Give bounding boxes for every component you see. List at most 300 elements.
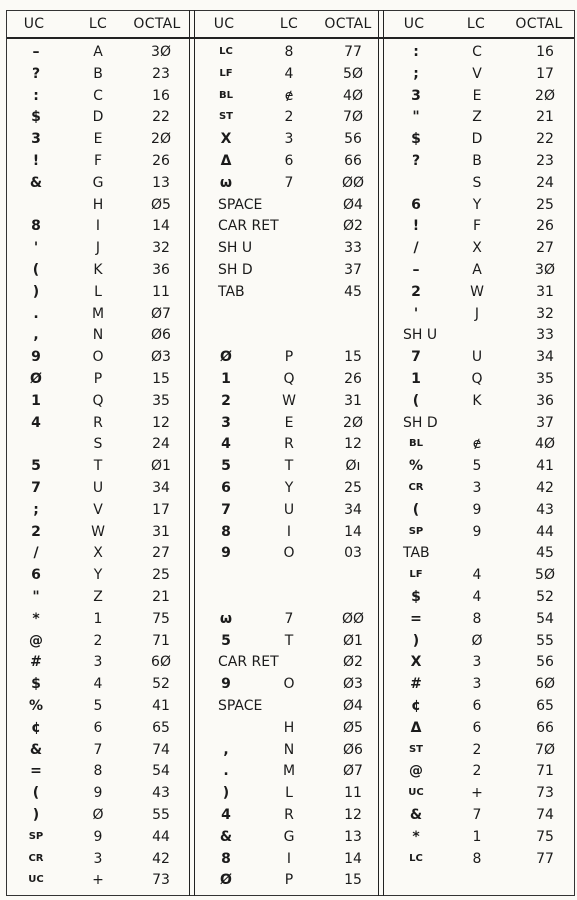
lc-cell: 8 [93, 763, 103, 780]
uc-cell: # [410, 676, 422, 693]
octal-cell: 4Ø [535, 436, 555, 453]
octal-cell: 14 [344, 850, 362, 867]
lc-cell: I [286, 523, 292, 540]
octal-cell: 6Ø [535, 676, 555, 693]
lc-cell: + [92, 872, 104, 889]
uc-cell: : [413, 44, 419, 60]
lc-cell: P [284, 349, 294, 366]
octal-cell: Ø3 [343, 676, 363, 693]
lc-cell: B [93, 65, 103, 82]
octal-cell: ØØ [341, 174, 365, 191]
lc-cell: I [95, 218, 101, 235]
uc-cell: ST [218, 111, 234, 123]
header-lc: LC [88, 16, 108, 32]
octal-cell: 13 [344, 828, 362, 845]
lc-cell: Z [472, 109, 482, 126]
lc-cell: 2 [472, 763, 482, 780]
octal-cell: 7Ø [535, 741, 555, 758]
octal-cell: 45 [344, 283, 362, 300]
lc-cell: R [284, 807, 294, 823]
uc-cell: X [410, 654, 422, 671]
lc-cell: 5 [93, 698, 103, 714]
uc-cell: / [33, 545, 39, 562]
header-octal: OCTAL [133, 16, 181, 32]
octal-cell: 26 [536, 218, 554, 235]
uc-cell: & [409, 807, 423, 823]
lc-cell: Ø [92, 807, 104, 823]
uc-cell: @ [409, 763, 423, 780]
lc-cell: B [472, 153, 482, 169]
lc-cell: O [283, 676, 295, 693]
uc-cell: SPACE [218, 698, 263, 714]
uc-cell: % [28, 698, 44, 714]
lc-cell: T [93, 458, 103, 475]
column-divider-2 [378, 10, 379, 896]
uc-cell: CR [28, 852, 44, 864]
lc-cell: L [94, 283, 102, 300]
uc-cell: 1 [31, 392, 41, 409]
lc-cell [271, 237, 307, 259]
octal-cell: 74 [536, 807, 554, 823]
uc-cell: SPACE [218, 196, 263, 213]
table-bottom-rule [6, 895, 575, 896]
octal-cell: 55 [536, 632, 554, 649]
uc-cell: 2 [411, 283, 421, 300]
uc-cell: * [32, 610, 40, 627]
octal-cell: 16 [536, 44, 554, 60]
lc-cell: 3 [93, 850, 103, 867]
uc-cell: ! [412, 218, 420, 235]
uc-cell: ' [413, 305, 419, 322]
uc-cell: 8 [31, 218, 41, 235]
octal-cell: 32 [536, 305, 554, 322]
uc-cell [18, 433, 54, 455]
lc-cell: 2 [93, 632, 103, 649]
lc-cell: 7 [284, 610, 294, 627]
uc-cell: 3 [411, 87, 421, 104]
octal-cell: 41 [152, 698, 170, 714]
header-lc: LC [466, 16, 486, 32]
octal-cell: 42 [536, 480, 554, 496]
octal-cell: 21 [152, 589, 170, 605]
table-right-rule [574, 10, 575, 896]
lc-cell: W [282, 392, 296, 409]
uc-cell: X [220, 131, 232, 148]
lc-cell: Q [283, 371, 295, 387]
uc-cell: UC [28, 874, 44, 886]
octal-cell: 35 [152, 392, 170, 409]
lc-cell: 4 [284, 65, 294, 82]
lc-cell: 8 [472, 610, 482, 627]
octal-cell: 27 [536, 240, 554, 257]
lc-cell: Z [93, 589, 103, 605]
uc-cell: ? [411, 153, 421, 169]
octal-cell: Ø1 [343, 632, 363, 649]
octal-cell: 5Ø [535, 567, 555, 584]
octal-cell: 14 [152, 218, 170, 235]
uc-cell: 9 [221, 676, 231, 693]
uc-cell: 6 [411, 196, 421, 213]
uc-cell: ) [222, 785, 230, 802]
uc-cell: 5 [221, 632, 231, 649]
octal-cell: 2Ø [343, 414, 363, 431]
lc-cell: A [472, 262, 482, 278]
lc-cell [459, 542, 495, 564]
octal-cell: 16 [152, 87, 170, 104]
octal-cell: 31 [152, 523, 170, 540]
lc-cell: G [92, 174, 104, 191]
lc-cell: 7 [284, 174, 294, 191]
octal-cell: 31 [344, 392, 362, 409]
lc-cell: E [472, 87, 482, 104]
uc-cell: * [412, 828, 420, 845]
octal-cell: 32 [152, 240, 170, 257]
lc-cell: N [283, 741, 295, 758]
lc-cell: 6 [472, 719, 482, 736]
lc-cell: Q [471, 371, 483, 387]
octal-cell: 23 [536, 153, 554, 169]
octal-cell: 7Ø [343, 109, 363, 126]
octal-cell: 31 [536, 283, 554, 300]
lc-cell: Y [284, 480, 294, 496]
uc-cell: " [412, 109, 420, 126]
uc-cell: . [33, 305, 39, 322]
uc-cell: 8 [221, 850, 231, 867]
lc-cell: T [284, 632, 294, 649]
lc-cell: 9 [472, 523, 482, 540]
uc-cell: Ø [30, 371, 42, 387]
lc-cell: 7 [472, 807, 482, 823]
uc-cell: SH D [403, 414, 438, 431]
lc-cell: K [472, 392, 482, 409]
octal-cell: 21 [536, 109, 554, 126]
octal-cell: Ø5 [151, 196, 171, 213]
lc-cell: K [93, 262, 103, 278]
uc-cell: 3 [31, 131, 41, 148]
lc-cell [271, 651, 307, 673]
octal-cell: Ø4 [343, 196, 363, 213]
lc-cell: M [282, 763, 296, 780]
octal-cell: 15 [344, 872, 362, 889]
lc-cell: N [92, 327, 104, 344]
uc-cell: / [413, 240, 419, 257]
octal-cell: 12 [152, 414, 170, 431]
lc-cell: Ø [471, 632, 483, 649]
lc-cell [271, 215, 307, 237]
octal-cell: 15 [152, 371, 170, 387]
octal-cell: 12 [344, 436, 362, 453]
octal-cell: 74 [152, 741, 170, 758]
octal-cell: 75 [152, 610, 170, 627]
lc-cell: 8 [472, 850, 482, 867]
octal-cell: 66 [536, 719, 554, 736]
header-octal: OCTAL [324, 16, 372, 32]
uc-cell: SP [408, 525, 424, 537]
octal-cell: 36 [536, 392, 554, 409]
uc-cell: ( [412, 501, 420, 518]
octal-cell: 65 [536, 698, 554, 714]
lc-cell [271, 281, 307, 303]
octal-cell: 25 [152, 567, 170, 584]
octal-cell: 73 [152, 872, 170, 889]
octal-cell: 03 [344, 545, 362, 562]
lc-cell: 4 [93, 676, 103, 693]
uc-cell: 4 [31, 414, 41, 431]
octal-cell: Ø4 [343, 698, 363, 714]
lc-cell: F [93, 153, 103, 169]
lc-cell: 3 [472, 480, 482, 496]
uc-cell: ; [33, 501, 39, 518]
uc-cell: ( [412, 392, 420, 409]
uc-cell: 4 [221, 807, 231, 823]
octal-cell: 26 [344, 371, 362, 387]
uc-cell: ST [408, 743, 424, 755]
octal-cell: 65 [152, 719, 170, 736]
octal-cell: 56 [536, 654, 554, 671]
uc-cell: TAB [218, 283, 245, 300]
lc-cell: O [92, 349, 104, 366]
octal-cell: 71 [152, 632, 170, 649]
uc-cell: TAB [403, 545, 430, 562]
uc-cell: UC [408, 787, 424, 799]
uc-cell: – [32, 44, 40, 60]
octal-cell: 45 [536, 545, 554, 562]
uc-cell: ) [32, 283, 40, 300]
uc-cell: 8 [221, 523, 231, 540]
octal-cell: 44 [152, 828, 170, 845]
lc-cell: X [472, 240, 482, 257]
uc-cell [208, 717, 244, 739]
lc-cell: V [472, 65, 482, 82]
octal-cell: 27 [152, 545, 170, 562]
octal-cell: Ø2 [343, 218, 363, 235]
octal-cell: 56 [344, 131, 362, 148]
header-rule [6, 37, 575, 39]
octal-cell: 2Ø [535, 87, 555, 104]
lc-cell [271, 194, 307, 216]
lc-cell: 4 [472, 567, 482, 584]
uc-cell: SP [28, 830, 44, 842]
lc-cell: S [472, 174, 482, 191]
uc-cell: & [29, 741, 43, 758]
lc-cell [271, 695, 307, 717]
uc-cell: 7 [31, 480, 41, 496]
octal-cell: 26 [152, 153, 170, 169]
octal-cell: ØØ [341, 610, 365, 627]
lc-cell: ɇ [284, 87, 294, 104]
uc-cell: 1 [411, 371, 421, 387]
uc-cell: 2 [221, 392, 231, 409]
octal-cell: 66 [344, 153, 362, 169]
lc-cell: R [93, 414, 103, 431]
octal-cell: 37 [536, 414, 554, 431]
lc-cell: D [92, 109, 104, 126]
uc-cell: ω [219, 610, 233, 627]
lc-cell: 5 [472, 458, 482, 475]
lc-cell: E [93, 131, 103, 148]
octal-cell: 73 [536, 785, 554, 802]
uc-cell: Δ [220, 153, 232, 169]
header-octal: OCTAL [515, 16, 563, 32]
lc-cell: Y [93, 567, 103, 584]
octal-cell: 4Ø [343, 87, 363, 104]
lc-cell: 6 [284, 153, 294, 169]
uc-cell: BL [219, 89, 233, 101]
octal-cell: 17 [152, 501, 170, 518]
uc-cell: SH U [218, 240, 253, 257]
uc-cell: ! [32, 153, 40, 169]
octal-cell: 22 [536, 131, 554, 148]
lc-cell: L [285, 785, 293, 802]
uc-cell: ? [31, 65, 41, 82]
octal-cell: 11 [152, 283, 170, 300]
lc-cell: Q [92, 392, 104, 409]
lc-cell: E [284, 414, 294, 431]
lc-cell: 1 [93, 610, 103, 627]
uc-cell: ) [412, 632, 420, 649]
uc-cell: # [30, 654, 42, 671]
octal-cell: 36 [152, 262, 170, 278]
octal-cell: Ø1 [151, 458, 171, 475]
octal-cell: 35 [536, 371, 554, 387]
lc-cell: W [470, 283, 484, 300]
uc-cell: Δ [410, 719, 422, 736]
lc-cell: C [472, 44, 482, 60]
lc-cell [459, 324, 495, 346]
uc-cell: – [412, 262, 420, 278]
uc-cell: 5 [221, 458, 231, 475]
uc-cell: 5 [31, 458, 41, 475]
uc-cell: , [33, 327, 39, 344]
lc-cell: 4 [472, 589, 482, 605]
lc-cell: G [283, 828, 295, 845]
uc-cell: $ [31, 109, 41, 126]
uc-cell: ) [32, 807, 40, 823]
lc-cell: F [472, 218, 482, 235]
octal-cell: 77 [344, 44, 362, 60]
lc-cell: C [93, 87, 103, 104]
octal-cell: 55 [152, 807, 170, 823]
uc-cell: & [29, 174, 43, 191]
lc-cell: 9 [93, 828, 103, 845]
lc-cell: 6 [472, 698, 482, 714]
octal-cell: 52 [152, 676, 170, 693]
uc-cell: 4 [221, 436, 231, 453]
uc-cell: . [223, 763, 229, 780]
lc-cell: R [284, 436, 294, 453]
lc-cell: D [471, 131, 483, 148]
uc-cell: ¢ [411, 698, 421, 714]
octal-cell: 12 [344, 807, 362, 823]
header-uc: UC [213, 16, 235, 32]
lc-cell: O [283, 545, 295, 562]
column-divider-1 [189, 10, 190, 896]
lc-cell [271, 259, 307, 281]
uc-cell: CAR RET [218, 654, 279, 671]
table-left-rule [6, 10, 7, 896]
octal-cell: 13 [152, 174, 170, 191]
uc-cell: % [408, 458, 424, 475]
uc-cell: @ [29, 632, 43, 649]
octal-cell: Øı [345, 458, 361, 475]
uc-cell: $ [411, 131, 421, 148]
uc-cell: Ø [220, 349, 232, 366]
lc-cell: V [93, 501, 103, 518]
octal-cell: 25 [536, 196, 554, 213]
octal-cell: 42 [152, 850, 170, 867]
uc-cell: 2 [31, 523, 41, 540]
lc-cell: + [471, 785, 483, 802]
lc-cell: 9 [472, 501, 482, 518]
uc-cell: ω [219, 174, 233, 191]
lc-cell: 3 [93, 654, 103, 671]
lc-cell: 6 [93, 719, 103, 736]
lc-cell: ɇ [472, 436, 482, 453]
uc-cell: 9 [31, 349, 41, 366]
octal-cell: Ø7 [151, 305, 171, 322]
octal-cell: 25 [344, 480, 362, 496]
octal-cell: 34 [344, 501, 362, 518]
octal-cell: 34 [536, 349, 554, 366]
lc-cell: U [283, 501, 295, 518]
octal-cell: 2Ø [151, 131, 171, 148]
uc-cell: : [33, 87, 39, 104]
uc-cell: ( [32, 262, 40, 278]
uc-cell: , [223, 741, 229, 758]
octal-cell: 17 [536, 65, 554, 82]
uc-cell: LC [219, 46, 233, 57]
uc-cell: Ø [220, 872, 232, 889]
lc-cell: 2 [472, 741, 482, 758]
octal-cell: 43 [536, 501, 554, 518]
lc-cell: 9 [93, 785, 103, 802]
uc-cell: ( [32, 785, 40, 802]
octal-cell: 6Ø [151, 654, 171, 671]
lc-cell [459, 412, 495, 434]
octal-cell: Ø6 [151, 327, 171, 344]
uc-cell: 7 [411, 349, 421, 366]
lc-cell: H [92, 196, 104, 213]
uc-cell: BL [409, 438, 423, 450]
uc-cell: 7 [221, 501, 231, 518]
lc-cell: U [92, 480, 104, 496]
table-top-rule [6, 10, 575, 11]
octal-cell: Ø7 [343, 763, 363, 780]
uc-cell: 9 [221, 545, 231, 562]
lc-cell: 1 [472, 828, 482, 845]
octal-cell: 44 [536, 523, 554, 540]
lc-cell: U [471, 349, 483, 366]
octal-cell: 11 [344, 785, 362, 802]
lc-cell: 2 [284, 109, 294, 126]
header-uc: UC [403, 16, 425, 32]
uc-cell: $ [31, 676, 41, 693]
octal-cell: Ø6 [343, 741, 363, 758]
lc-cell: T [284, 458, 294, 475]
uc-cell: LC [409, 852, 423, 864]
octal-cell: 52 [536, 589, 554, 605]
lc-cell: A [93, 44, 103, 60]
lc-cell: 7 [93, 741, 103, 758]
uc-cell: LF [409, 569, 423, 581]
lc-cell: 3 [472, 654, 482, 671]
uc-cell: ' [33, 240, 39, 257]
octal-cell: 3Ø [151, 44, 171, 60]
octal-cell: 5Ø [343, 65, 363, 82]
lc-cell: P [93, 371, 103, 387]
lc-cell: 3 [472, 676, 482, 693]
octal-cell: 14 [344, 523, 362, 540]
